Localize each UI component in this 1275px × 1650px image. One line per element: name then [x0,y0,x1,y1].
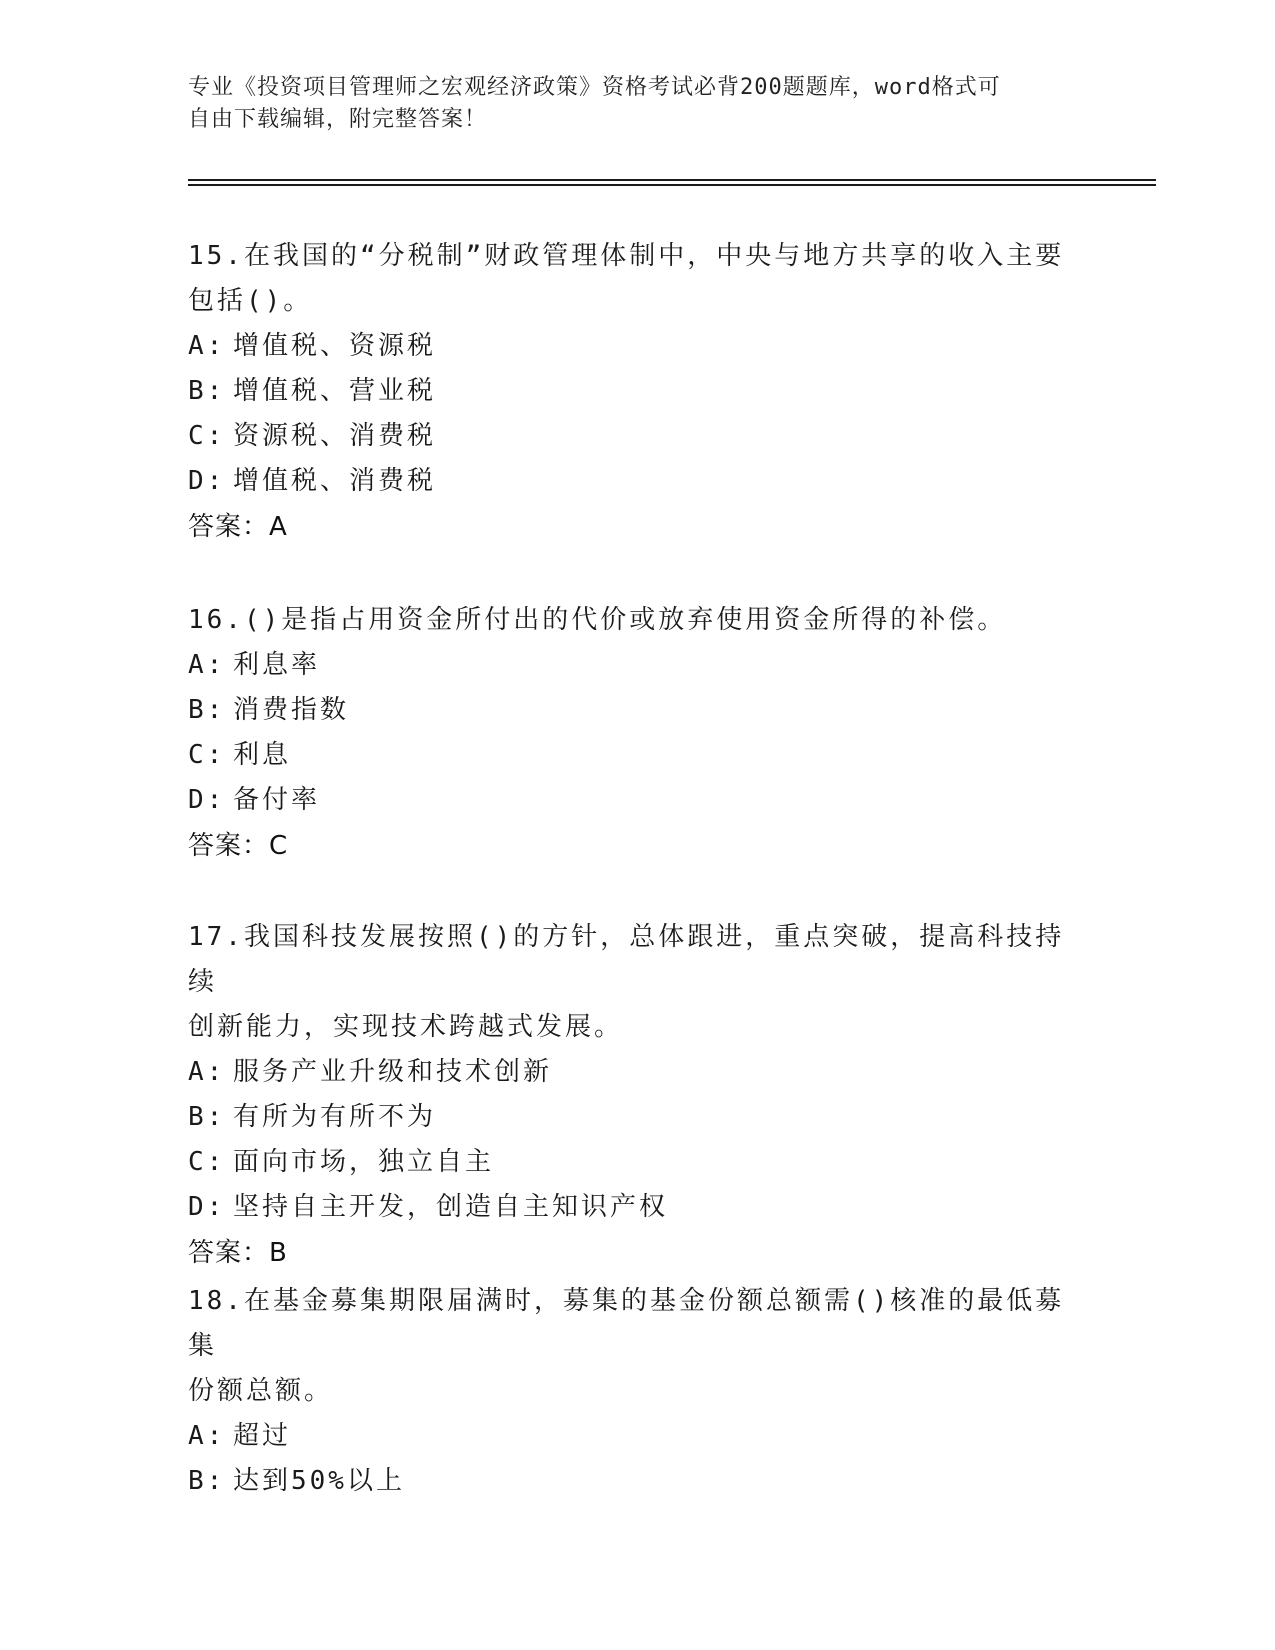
option-a [188,324,1088,369]
header-line-2: 自由下载编辑，附完整答案！ [188,107,488,132]
option-c [188,414,1088,459]
option-b [188,688,1088,733]
document-header [188,72,1088,136]
option-text: 增值税、消费税 [233,466,437,496]
option-letter: A: [188,1421,226,1451]
option-letter: A: [188,1057,226,1087]
question-15 [188,234,1088,550]
header-divider-bottom [188,184,1156,186]
option-letter: A: [188,331,226,361]
question-stem-line: 16.()是指占用资金所付出的代价或放弃使用资金所得的补偿。 [188,605,1007,635]
option-text: 资源税、消费税 [233,421,437,451]
option-b [188,1095,1088,1140]
option-a [188,643,1088,688]
option-a [188,1050,1088,1095]
option-letter: D: [188,785,226,815]
answer-line: 答案：C [188,831,289,861]
option-letter: C: [188,1147,226,1177]
option-c [188,1140,1088,1185]
question-stem-line: 17.我国科技发展按照()的方针，总体跟进，重点突破，提高科技持续 [188,922,1065,997]
question-stem-line: 18.在基金募集期限届满时，募集的基金份额总额需()核准的最低募集 [188,1286,1065,1361]
question-16 [188,598,1088,869]
option-letter: D: [188,1192,226,1222]
option-letter: D: [188,466,226,496]
option-text: 备付率 [233,785,321,815]
option-c [188,733,1088,778]
answer-line: 答案：A [188,512,288,542]
option-text: 有所为有所不为 [233,1102,437,1132]
option-letter: B: [188,1466,226,1496]
question-stem-line: 份额总额。 [188,1376,334,1406]
header-line-1: 专业《投资项目管理师之宏观经济政策》资格考试必背200题题库，word格式可 [188,75,1001,100]
header-divider-top [188,179,1156,181]
option-b [188,369,1088,414]
option-text: 超过 [233,1421,292,1451]
option-letter: C: [188,421,226,451]
answer-line: 答案：B [188,1238,288,1268]
option-text: 服务产业升级和技术创新 [233,1057,553,1087]
question-18 [188,1279,1088,1504]
option-text: 利息 [233,740,292,770]
question-stem-line: 创新能力，实现技术跨越式发展。 [188,1012,624,1042]
option-text: 消费指数 [233,695,350,725]
option-a [188,1414,1088,1459]
option-letter: A: [188,650,226,680]
option-letter: C: [188,740,226,770]
question-stem-line: 15.在我国的“分税制”财政管理体制中，中央与地方共享的收入主要 [188,241,1065,271]
question-stem-line: 包括()。 [188,286,313,316]
option-text: 达到50%以上 [233,1466,405,1496]
option-letter: B: [188,376,226,406]
option-text: 利息率 [233,650,321,680]
option-d [188,1185,1088,1230]
option-d [188,459,1088,504]
option-letter: B: [188,695,226,725]
question-17 [188,915,1088,1276]
option-text: 增值税、营业税 [233,376,437,406]
option-d [188,778,1088,823]
option-text: 坚持自主开发，创造自主知识产权 [233,1192,669,1222]
option-text: 面向市场，独立自主 [233,1147,495,1177]
option-letter: B: [188,1102,226,1132]
option-text: 增值税、资源税 [233,331,437,361]
option-b [188,1459,1088,1504]
